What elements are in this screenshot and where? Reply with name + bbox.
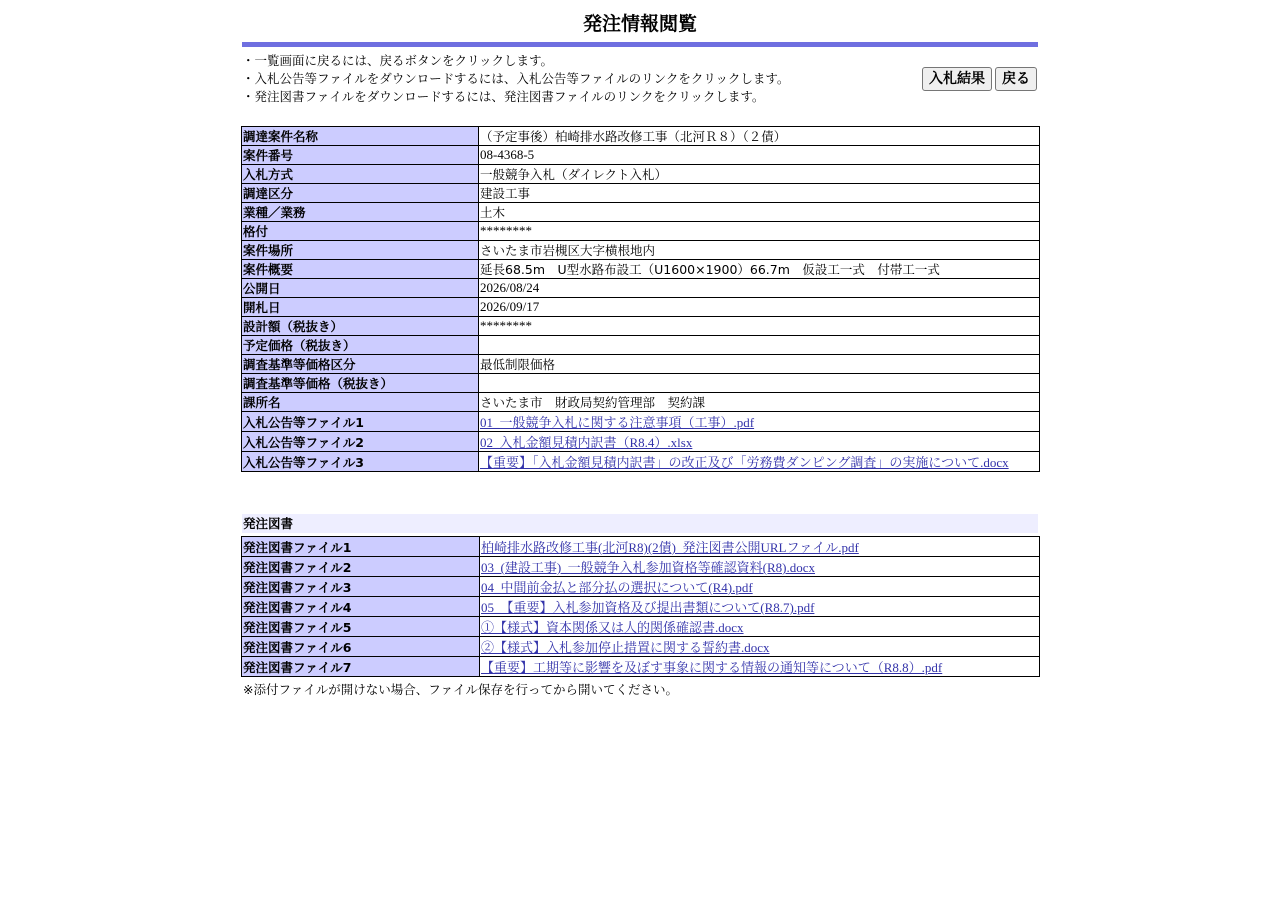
row-label: 入札公告等ファイル3 bbox=[242, 452, 479, 472]
row-value: さいたま市 財政局契約管理部 契約課 bbox=[479, 393, 1040, 412]
row-value: さいたま市岩槻区大字横根地内 bbox=[479, 241, 1040, 260]
row-label: 発注図書ファイル6 bbox=[242, 637, 480, 657]
row-value: 一般競争入札（ダイレクト入札） bbox=[479, 165, 1040, 184]
instruction-line: ・発注図書ファイルをダウンロードするには、発注図書ファイルのリンクをクリックします。 bbox=[242, 89, 765, 104]
row-label: 調査基準等価格区分 bbox=[242, 355, 479, 374]
row-value: 延長68.5m U型水路布設工（U1600×1900）66.7m 仮設工一式 付帯工一式 bbox=[479, 260, 1040, 279]
file-download-link[interactable]: ①【様式】資本関係又は人的関係確認書.docx bbox=[481, 620, 744, 635]
file-download-link[interactable]: ②【様式】入札参加停止措置に関する誓約書.docx bbox=[481, 640, 770, 655]
table-row bbox=[242, 165, 1040, 184]
row-value: 最低制限価格 bbox=[479, 355, 1040, 374]
table-row bbox=[242, 355, 1040, 374]
table-row bbox=[242, 336, 1040, 355]
table-row bbox=[242, 298, 1040, 317]
row-value: 2026/09/17 bbox=[479, 298, 1040, 317]
row-value: ******** bbox=[479, 222, 1040, 241]
title-divider bbox=[242, 42, 1038, 47]
file-download-link[interactable]: 05_【重要】入札参加資格及び提出書類について(R8.7).pdf bbox=[481, 600, 815, 615]
row-label: 案件場所 bbox=[242, 241, 479, 260]
instruction-line: ・一覧画面に戻るには、戻るボタンをクリックします。 bbox=[242, 53, 554, 68]
row-label: 発注図書ファイル7 bbox=[242, 657, 480, 677]
row-label: 格付 bbox=[242, 222, 479, 241]
table-row bbox=[242, 637, 1040, 657]
file-download-link[interactable]: 【重要】「入札金額見積内訳書」の改正及び「労務費ダンピング調査」の実施について.docx bbox=[480, 455, 1009, 470]
table-row bbox=[242, 374, 1040, 393]
row-label: 発注図書ファイル2 bbox=[242, 557, 480, 577]
row-label: 課所名 bbox=[242, 393, 479, 412]
row-value bbox=[479, 432, 1040, 452]
row-label: 入札公告等ファイル2 bbox=[242, 432, 479, 452]
table-row bbox=[242, 222, 1040, 241]
instruction-line: ・入札公告等ファイルをダウンロードするには、入札公告等ファイルのリンクをクリックします。 bbox=[242, 71, 790, 86]
file-download-link[interactable]: 03_(建設工事)_一般競争入札参加資格等確認資料(R8).docx bbox=[481, 560, 816, 575]
table-row bbox=[242, 432, 1040, 452]
row-label: 調達区分 bbox=[242, 184, 479, 203]
file-download-link[interactable]: 柏崎排水路改修工事(北河R8)(2債)_発注図書公開URLファイル.pdf bbox=[481, 540, 859, 555]
table-row bbox=[242, 597, 1040, 617]
row-value: 土木 bbox=[479, 203, 1040, 222]
table-row bbox=[242, 184, 1040, 203]
bid-result-button[interactable]: 入札結果 bbox=[922, 67, 992, 91]
row-label: 予定価格（税抜き） bbox=[242, 336, 479, 355]
table-row bbox=[242, 557, 1040, 577]
row-value bbox=[480, 617, 1040, 637]
table-row bbox=[242, 657, 1040, 677]
row-value: 08-4368-5 bbox=[479, 146, 1040, 165]
row-label: 発注図書ファイル1 bbox=[242, 537, 480, 557]
page-title: 発注情報閲覧 bbox=[582, 13, 697, 35]
row-label: 入札公告等ファイル1 bbox=[242, 412, 479, 432]
row-value bbox=[479, 452, 1040, 472]
table-row bbox=[242, 393, 1040, 412]
table-row bbox=[242, 146, 1040, 165]
file-download-link[interactable]: 04_中間前金払と部分払の選択について(R4).pdf bbox=[481, 580, 753, 595]
back-button[interactable]: 戻る bbox=[995, 67, 1037, 91]
row-label: 業種／業務 bbox=[242, 203, 479, 222]
row-value bbox=[480, 557, 1040, 577]
row-value bbox=[480, 637, 1040, 657]
section-heading: 発注図書 bbox=[242, 514, 1038, 533]
case-info-table bbox=[241, 126, 1040, 472]
table-row bbox=[242, 617, 1040, 637]
row-label: 発注図書ファイル5 bbox=[242, 617, 480, 637]
row-label: 発注図書ファイル3 bbox=[242, 577, 480, 597]
row-value bbox=[479, 336, 1040, 355]
table-row bbox=[242, 260, 1040, 279]
row-value: （予定事後）柏崎排水路改修工事（北河Ｒ８）（２債） bbox=[479, 127, 1040, 146]
row-label: 入札方式 bbox=[242, 165, 479, 184]
row-label: 開札日 bbox=[242, 298, 479, 317]
table-row bbox=[242, 203, 1040, 222]
row-label: 案件番号 bbox=[242, 146, 479, 165]
row-value bbox=[480, 597, 1040, 617]
action-buttons bbox=[922, 67, 1037, 91]
table-row bbox=[242, 127, 1040, 146]
row-value bbox=[480, 537, 1040, 557]
row-value bbox=[480, 577, 1040, 597]
order-docs-table bbox=[241, 536, 1040, 677]
row-label: 調査基準等価格（税抜き） bbox=[242, 374, 479, 393]
row-label: 調達案件名称 bbox=[242, 127, 479, 146]
table-row bbox=[242, 452, 1040, 472]
file-download-link[interactable]: 01_一般競争入札に関する注意事項（工事）.pdf bbox=[480, 415, 755, 430]
file-download-link[interactable]: 【重要】工期等に影響を及ぼす事象に関する情報の通知等について（R8.8）.pdf bbox=[481, 660, 943, 675]
page-header bbox=[242, 0, 1038, 112]
instructions bbox=[242, 52, 1038, 112]
table-row bbox=[242, 537, 1040, 557]
row-value bbox=[479, 412, 1040, 432]
row-value bbox=[479, 374, 1040, 393]
file-download-link[interactable]: 02_入札金額見積内訳書（R8.4）.xlsx bbox=[480, 435, 693, 450]
table-row bbox=[242, 279, 1040, 298]
row-label: 設計額（税抜き） bbox=[242, 317, 479, 336]
footnote: ※添付ファイルが開けない場合、ファイル保存を行ってから開いてください。 bbox=[243, 682, 678, 697]
table-row bbox=[242, 412, 1040, 432]
table-row bbox=[242, 317, 1040, 336]
row-label: 公開日 bbox=[242, 279, 479, 298]
table-row bbox=[242, 577, 1040, 597]
row-label: 発注図書ファイル4 bbox=[242, 597, 480, 617]
table-row bbox=[242, 241, 1040, 260]
row-value bbox=[480, 657, 1040, 677]
row-value: 建設工事 bbox=[479, 184, 1040, 203]
row-value: 2026/08/24 bbox=[479, 279, 1040, 298]
row-label: 案件概要 bbox=[242, 260, 479, 279]
row-value: ******** bbox=[479, 317, 1040, 336]
